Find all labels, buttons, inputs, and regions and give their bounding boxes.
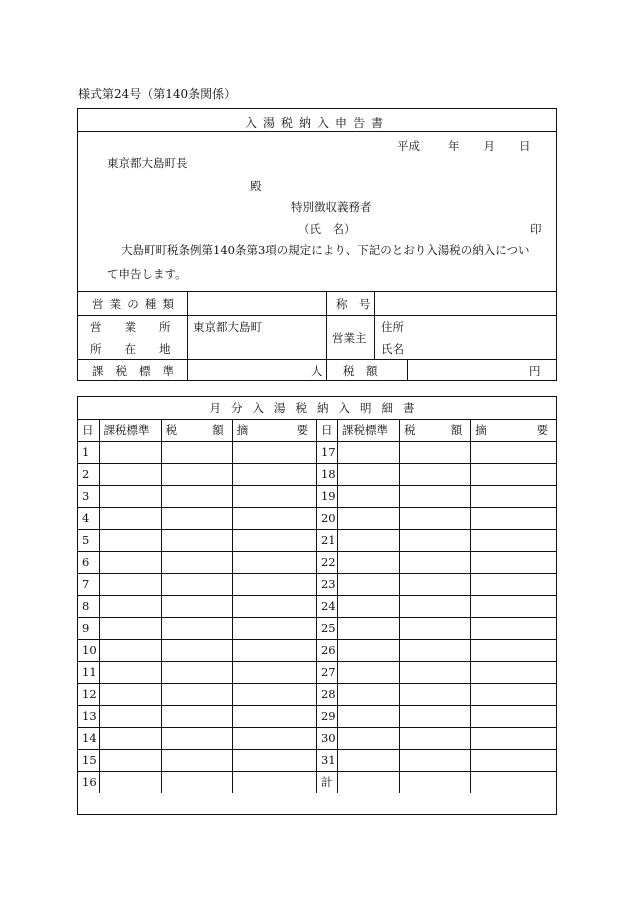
table-row	[78, 507, 556, 529]
date-month: 月	[483, 139, 495, 153]
remarks-cell[interactable]	[471, 749, 556, 771]
tax-amount-cell[interactable]	[161, 485, 232, 507]
tax-base-cell[interactable]	[99, 463, 161, 485]
tax-base-cell[interactable]	[338, 727, 400, 749]
day-cell: 24	[316, 595, 337, 617]
remarks-cell[interactable]	[471, 661, 556, 683]
body-text-line2: て申告します。	[107, 267, 187, 281]
col-tax-base-right: 課税標準	[338, 419, 400, 441]
day-cell: 8	[78, 595, 99, 617]
remarks-cell[interactable]	[232, 727, 316, 749]
day-cell: 20	[316, 507, 337, 529]
table-row	[78, 771, 556, 793]
office-value: 東京都大島町	[193, 320, 262, 334]
remarks-cell[interactable]	[232, 507, 316, 529]
remarks-cell[interactable]	[232, 441, 316, 463]
business-type-label: 営 業 の 種 類	[92, 297, 174, 311]
day-cell: 13	[78, 705, 99, 727]
tax-base-cell[interactable]	[338, 485, 400, 507]
owner-address-label: 住所	[381, 320, 404, 334]
tax-base-cell[interactable]	[338, 595, 400, 617]
remarks-cell[interactable]	[471, 463, 556, 485]
remarks-cell[interactable]	[471, 771, 556, 793]
tax-base-label: 課 税 標 準	[92, 364, 174, 378]
day-cell: 5	[78, 529, 99, 551]
remarks-cell[interactable]	[471, 551, 556, 573]
day-cell: 29	[316, 705, 337, 727]
tax-amount-cell[interactable]	[400, 727, 471, 749]
detail-title: 月分入湯税納入明細書	[78, 397, 556, 419]
table-row	[78, 617, 556, 639]
tax-amount-cell[interactable]	[161, 463, 232, 485]
table-row	[78, 661, 556, 683]
remarks-cell[interactable]	[232, 551, 316, 573]
day-cell: 1	[78, 441, 99, 463]
tax-amount-cell[interactable]	[161, 639, 232, 661]
tax-amount-cell[interactable]	[161, 683, 232, 705]
date-day: 日	[519, 139, 531, 153]
tax-base-cell[interactable]	[99, 639, 161, 661]
tax-amount-cell[interactable]	[161, 441, 232, 463]
tax-amount-unit: 円	[529, 364, 541, 378]
remarks-cell[interactable]	[232, 595, 316, 617]
table-row	[78, 485, 556, 507]
table-row	[78, 705, 556, 727]
col-tax-amount-right: 税 額	[400, 419, 471, 441]
table-row	[78, 639, 556, 661]
tax-amount-cell[interactable]	[161, 771, 232, 793]
form-number: 様式第24号（第140条関係）	[78, 87, 237, 101]
day-cell: 28	[316, 683, 337, 705]
day-cell: 14	[78, 727, 99, 749]
col-tax-base-left: 課税標準	[99, 419, 161, 441]
detail-table	[78, 397, 556, 793]
tax-base-cell[interactable]	[99, 551, 161, 573]
name-label: （氏 名）	[298, 222, 356, 236]
remarks-cell[interactable]	[232, 485, 316, 507]
seal-mark: 印	[530, 222, 542, 236]
col-remarks-right: 摘 要	[471, 419, 556, 441]
tax-amount-cell[interactable]	[400, 507, 471, 529]
table-row	[78, 463, 556, 485]
day-cell: 4	[78, 507, 99, 529]
tax-base-cell[interactable]	[338, 529, 400, 551]
tax-amount-cell[interactable]	[400, 595, 471, 617]
tax-amount-cell[interactable]	[400, 771, 471, 793]
tax-base-cell[interactable]	[99, 529, 161, 551]
table-row	[78, 727, 556, 749]
tax-amount-cell[interactable]	[400, 617, 471, 639]
remarks-cell[interactable]	[232, 661, 316, 683]
office-label-line2: 所 在 地	[90, 342, 171, 356]
tax-base-cell[interactable]	[338, 639, 400, 661]
remarks-cell[interactable]	[471, 595, 556, 617]
day-cell: 31	[316, 749, 337, 771]
tax-amount-cell[interactable]	[400, 551, 471, 573]
remarks-cell[interactable]	[471, 573, 556, 595]
col-day-right: 日	[316, 419, 337, 441]
day-cell: 27	[316, 661, 337, 683]
tax-base-cell[interactable]	[99, 507, 161, 529]
remarks-cell[interactable]	[232, 683, 316, 705]
day-cell: 16	[78, 771, 99, 793]
day-cell: 計	[316, 771, 337, 793]
remarks-cell[interactable]	[232, 771, 316, 793]
tax-base-cell[interactable]	[99, 683, 161, 705]
table-row	[78, 683, 556, 705]
day-cell: 15	[78, 749, 99, 771]
tax-amount-cell[interactable]	[400, 683, 471, 705]
date-year: 年	[448, 139, 460, 153]
date-era: 平成	[397, 139, 420, 153]
office-label-line1: 営 業 所	[90, 320, 171, 334]
remarks-cell[interactable]	[232, 749, 316, 771]
remarks-cell[interactable]	[471, 727, 556, 749]
day-cell: 26	[316, 639, 337, 661]
detail-table-box	[77, 396, 557, 815]
date-line	[397, 138, 531, 154]
table-row	[78, 573, 556, 595]
detail-header-row	[78, 419, 556, 441]
tax-base-cell[interactable]	[99, 661, 161, 683]
body-text-line1: 大島町町税条例第140条第3項の規定により、下記のとおり入湯税の納入につい	[121, 243, 530, 257]
trade-name-label: 称 号	[336, 297, 371, 311]
table-row	[78, 441, 556, 463]
remarks-cell[interactable]	[232, 529, 316, 551]
tax-amount-cell[interactable]	[400, 705, 471, 727]
day-cell: 30	[316, 727, 337, 749]
tax-base-cell[interactable]	[99, 727, 161, 749]
tax-base-cell[interactable]	[338, 749, 400, 771]
tax-base-cell[interactable]	[338, 705, 400, 727]
tax-amount-cell[interactable]	[400, 749, 471, 771]
tax-amount-cell[interactable]	[400, 485, 471, 507]
tax-amount-cell[interactable]	[161, 727, 232, 749]
col-tax-amount-left: 税 額	[161, 419, 232, 441]
remarks-cell[interactable]	[471, 617, 556, 639]
day-cell: 22	[316, 551, 337, 573]
tax-base-cell[interactable]	[99, 749, 161, 771]
tax-base-cell[interactable]	[99, 771, 161, 793]
tax-base-cell[interactable]	[338, 573, 400, 595]
col-day-left: 日	[78, 419, 99, 441]
remarks-cell[interactable]	[232, 639, 316, 661]
remarks-cell[interactable]	[232, 573, 316, 595]
declaration-form	[77, 108, 557, 381]
table-row	[78, 551, 556, 573]
table-row	[78, 595, 556, 617]
remarks-cell[interactable]	[471, 507, 556, 529]
tax-base-cell[interactable]	[338, 507, 400, 529]
day-cell: 17	[316, 441, 337, 463]
day-cell: 6	[78, 551, 99, 573]
remarks-cell[interactable]	[471, 441, 556, 463]
tax-amount-cell[interactable]	[161, 661, 232, 683]
tax-base-cell[interactable]	[338, 617, 400, 639]
day-cell: 21	[316, 529, 337, 551]
tax-base-cell[interactable]	[338, 441, 400, 463]
tax-amount-label: 税 額	[343, 364, 378, 378]
tax-amount-cell[interactable]	[400, 463, 471, 485]
tax-amount-cell[interactable]	[161, 573, 232, 595]
tax-amount-cell[interactable]	[400, 441, 471, 463]
tax-base-cell[interactable]	[99, 573, 161, 595]
obligor-label: 特別徴収義務者	[291, 200, 372, 214]
tax-amount-cell[interactable]	[161, 749, 232, 771]
tax-base-cell[interactable]	[338, 463, 400, 485]
day-cell: 10	[78, 639, 99, 661]
tax-base-cell[interactable]	[338, 683, 400, 705]
tax-base-cell[interactable]	[338, 551, 400, 573]
tax-base-cell[interactable]	[99, 595, 161, 617]
day-cell: 3	[78, 485, 99, 507]
remarks-cell[interactable]	[471, 683, 556, 705]
day-cell: 23	[316, 573, 337, 595]
tax-amount-cell[interactable]	[400, 529, 471, 551]
day-cell: 2	[78, 463, 99, 485]
declaration-title: 入湯税納入申告書	[244, 116, 389, 130]
addressee: 東京都大島町長	[107, 156, 188, 170]
tax-amount-cell[interactable]	[400, 573, 471, 595]
day-cell: 18	[316, 463, 337, 485]
tax-base-cell[interactable]	[99, 705, 161, 727]
table-row	[78, 529, 556, 551]
day-cell: 25	[316, 617, 337, 639]
tax-base-unit: 人	[311, 364, 323, 378]
tax-amount-cell[interactable]	[400, 639, 471, 661]
tax-amount-cell[interactable]	[161, 551, 232, 573]
day-cell: 11	[78, 661, 99, 683]
tax-base-cell[interactable]	[338, 661, 400, 683]
remarks-cell[interactable]	[471, 639, 556, 661]
tax-amount-cell[interactable]	[161, 529, 232, 551]
owner-label: 営業主	[332, 331, 367, 345]
day-cell: 19	[316, 485, 337, 507]
tax-amount-cell[interactable]	[161, 705, 232, 727]
tax-amount-cell[interactable]	[400, 661, 471, 683]
day-cell: 7	[78, 573, 99, 595]
table-row	[78, 749, 556, 771]
tax-base-cell[interactable]	[338, 771, 400, 793]
remarks-cell[interactable]	[232, 617, 316, 639]
tax-base-cell[interactable]	[99, 485, 161, 507]
remarks-cell[interactable]	[471, 529, 556, 551]
tax-amount-cell[interactable]	[161, 617, 232, 639]
col-remarks-left: 摘 要	[232, 419, 316, 441]
day-cell: 12	[78, 683, 99, 705]
remarks-cell[interactable]	[471, 485, 556, 507]
tax-base-cell[interactable]	[99, 441, 161, 463]
tax-base-cell[interactable]	[99, 617, 161, 639]
owner-name-label: 氏名	[381, 342, 404, 356]
day-cell: 9	[78, 617, 99, 639]
honorific: 殿	[250, 179, 262, 193]
tax-amount-cell[interactable]	[161, 595, 232, 617]
remarks-cell[interactable]	[471, 705, 556, 727]
remarks-cell[interactable]	[232, 463, 316, 485]
tax-amount-cell[interactable]	[161, 507, 232, 529]
remarks-cell[interactable]	[232, 705, 316, 727]
